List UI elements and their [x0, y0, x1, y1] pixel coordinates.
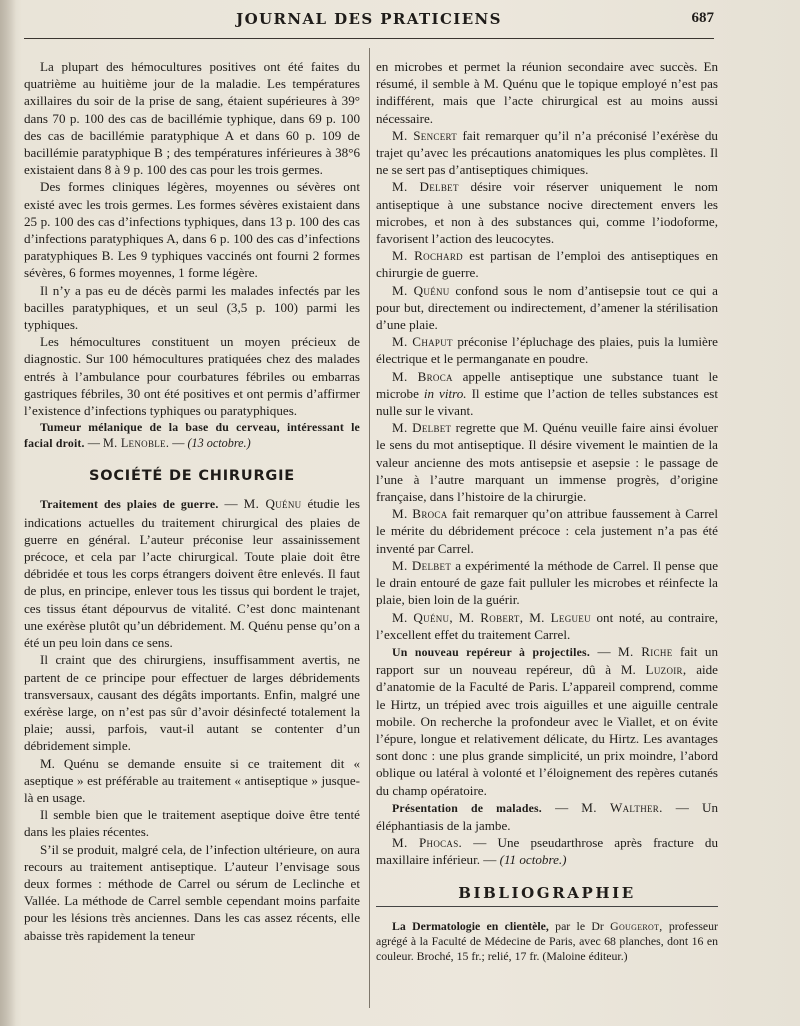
book-title: La Dermatologie en clientèle,	[392, 918, 549, 933]
discussion-entry	[376, 505, 718, 557]
discussion-entry	[376, 282, 718, 334]
communication-entry: Un nouveau repéreur à projectiles. — M. Riche fait un rapport sur un nouveau repéreur, dû à M. Luzoir, aide d’anatomie de la Faculté de Paris. L’appareil comprend, comme le Hirtz, un trépied avec trois aiguilles et une aiguille centrale mobile. On recherche la profondeur avec le Viallet, et on évite l’épure, longue et relativement délicate, du Hirtz. Les avantages sont donc : une plus grande simplicité, un prix moindre, l’abord oblique ou latéral à volonté et l’éloignement des repères cutanés du champ opératoire.	[376, 643, 718, 798]
paragraph-text: fait un rapport sur un nouveau repéreur, dû à M.	[376, 643, 718, 678]
author-name: M. Riche	[618, 643, 673, 659]
page-number: 687	[691, 10, 714, 26]
author-name: M. Walther.	[581, 799, 663, 815]
author-name: M. Delbet	[392, 557, 452, 573]
paragraph-text: appelle antiseptique une substance tuant le microbe	[376, 368, 718, 401]
author-name: M. Quénu	[243, 496, 302, 512]
paragraph: Des formes cliniques légères, moyennes ou sévères ont existé avec les trois germes. Les formes sévères existaient dans 25 p. 100 des cas d’infections typhiques, dans 13 p. 100 des cas d’infections paratyphiques A, dans 6 p. 100 des cas d’infections paratyphiques B. Les 9 typhiques vaccinés ont fourni 2 formes sévères, 6 formes moyennes, 1 forme légère.	[24, 179, 360, 281]
paragraph: en microbes et permet la réunion secondaire avec succès. En résumé, il semble à M. Quénu que le topique employé n’est pas indifférent, mais que l’acte chirurgical est au moins aussi nécessaire.	[376, 59, 718, 126]
paragraph-text: ont noté, au contraire, l’excellent effet du traitement Carrel.	[376, 609, 718, 642]
paragraph-text: étudie les indications actuelles du traitement chirurgical des plaies de guerre en général. L’auteur préconise leur assainissement précoce, et cela par l’acte chirurgical. Toute plaie doit être débridée et tous les corps étrangers doivent être enlevés. Il faut de plus, en principe, enlever tous les tissus qui bordent le trajet, ces tissus étant dépourvus de vitalité. C’est donc maintenant une exérèse plutôt qu’un débridement. M. Quénu pense qu’on a été un peu loin dans ce sens.	[24, 496, 361, 651]
bibliography-text: par le Dr	[555, 918, 604, 933]
author-names: M. Quénu, M. Robert, M. Legueu	[392, 609, 591, 625]
discussion-entry	[376, 419, 718, 505]
paragraph-text: Une pseudarthrose après fracture du maxillaire inférieur.	[376, 835, 718, 868]
author-name: M. Lenoble.	[102, 436, 170, 451]
communication-title: Tumeur mélanique de la base du cerveau, intéressant le facial droit.	[24, 420, 360, 451]
left-column	[24, 58, 360, 944]
paragraph-text: désire voir réserver uniquement le nom antiseptique à une substance nocive directement envers les microbes, et non à des substances qui, comme l’iodoforme, favorisent l’action des leucocytes.	[376, 179, 718, 247]
paragraph-text: fait remarquer qu’on attribue faussement à Carrel le mérite du débridement précoce : cela justement n’a pas été inventé par Carrel.	[376, 506, 718, 556]
paragraph: Il craint que des chirurgiens, insuffisamment avertis, ne partent de ce principe pour effectuer de larges débridements transversaux, causant des dégâts importants. Enfin, malgré une exérèse large, on n’est pas sûr d’avoir désinfecté totalement la plaie; aussi, parfois, vaut-il autant se contenter d’un débridement simple.	[24, 652, 360, 754]
author-name: Luzoir,	[645, 662, 687, 678]
paragraph-text: est partisan de l’emploi des antiseptiques en chirurgie de guerre.	[376, 248, 718, 281]
right-column	[376, 58, 718, 964]
author-name: M. Broca	[392, 506, 448, 522]
column-divider	[369, 48, 370, 1008]
book-author: Gougerot,	[610, 918, 663, 933]
paragraph-text: a expérimenté la méthode de Carrel. Il pense que le drain entouré de gaze fait pulluler les microbes et réinfecte la plaie, bien loin de la guérir.	[376, 557, 719, 608]
paragraph: Les hémocultures constituent un moyen précieux de diagnostic. Sur 100 hémocultures pratiquées chez des malades entrés à l’ambulance pour courbatures fébriles ou embarras gastriques fébriles, 30 ont été positives et ont permis d’affirmer l’existence d’infections typhiques ou paratyphiques.	[24, 334, 360, 419]
running-header	[24, 10, 714, 34]
author-name: M. Sencert	[392, 127, 458, 143]
author-name: M. Broca	[392, 368, 453, 384]
paragraph-text: aide d’anatomie de la Faculté de Paris. L’appareil comprend, comme le Hirtz, un trépied avec trois aiguilles et une aiguille centrale mobile. On recherche la profondeur avec le Viallet, et on évite l’épure, longue et relativement délicate, du Hirtz. Les avantages sont donc : une plus grande simplicité, un prix moindre, l’abord oblique ou latéral à volonté et l’éloignement des repères cutanés du champ opératoire.	[376, 662, 718, 798]
discussion-entry	[376, 557, 718, 609]
session-date: (13 octobre.)	[187, 436, 251, 451]
header-rule	[24, 38, 714, 39]
paragraph: Il semble bien que le traitement aseptique doive être tenté dans les plaies récentes.	[24, 807, 360, 840]
paragraph-text: fait remarquer qu’il n’a préconisé l’exérèse du trajet qu’avec les précautions anatomiques les plus complètes. Il ne se sert pas d’antiseptiques chimiques.	[376, 127, 718, 178]
communication-title: Un nouveau repéreur à projectiles.	[392, 644, 590, 659]
discussion-entry	[376, 368, 718, 420]
paragraph-text: préconise l’épluchage des plaies, puis la lumière électrique et le permanganate en poudre.	[376, 334, 718, 367]
bibliography-title: BIBLIOGRAPHIE	[458, 883, 636, 902]
discussion-entry	[376, 178, 718, 247]
paragraph: S’il se produit, malgré cela, de l’infection ultérieure, on aura recours au traitement antiseptique. L’auteur l’envisage sous deux formes : méthode de Carrel ou sérum de Leclinche et Vallée. La méthode de Carrel semble cependant moins parfaite pour les lésions très anciennes. Dans les cas assez récents, elle abaisse très rapidement la teneur	[24, 841, 360, 943]
discussion-entry	[376, 609, 718, 643]
paragraph: Il n’y a pas eu de décès parmi les malades infectés par les bacilles paratyphiques, et un seul (3,5 p. 100) parmi les typhiques.	[24, 282, 360, 333]
discussion-entry	[376, 247, 718, 281]
author-name: M. Quénu	[392, 282, 450, 298]
author-name: M. Phocas.	[392, 835, 463, 851]
paragraph-text: Un éléphantiasis de la jambe.	[376, 799, 718, 833]
author-name: M. Chaput	[392, 334, 453, 350]
paragraph-text: confond sous le nom d’antisepsie tout ce qui a pour but, directement ou indirectement, d’amener la stérilisation d’une plaie.	[376, 282, 718, 333]
author-name: M. Rochard	[392, 248, 463, 264]
author-name: M. Delbet	[392, 420, 452, 436]
paragraph-text: Il estime que l’action de telles substances est nulle sur le vivant.	[376, 385, 718, 419]
communication-entry: Traitement des plaies de guerre. — M. Quénu étudie les indications actuelles du traitement chirurgical des plaies de guerre en général. L’auteur préconise leur assainissement précoce, et cela par l’acte chirurgical. Toute plaie doit être débridée et tous les corps étrangers doivent être enlevés. Il faut de plus, en principe, enlever tous les tissus qui bordent le trajet, ces tissus étant dépourvus de vitalité. C’est donc maintenant une exérèse plutôt qu’un débridement. M. Quénu pense qu’on a été un peu loin dans ce sens.	[24, 496, 361, 651]
section-title: SOCIÉTÉ DE CHIRURGIE	[88, 468, 296, 485]
bibliography-text: professeur agrégé à la Faculté de Médecine de Paris, avec 68 planches, dont 16 en couleur. Broché, 15 fr.; relié, 17 fr. (Maloine éditeur.)	[376, 918, 718, 963]
binding-shadow	[0, 0, 16, 1026]
bibliography-rule	[376, 906, 718, 907]
paragraph: La plupart des hémocultures positives ont été faites du quatrième au huitième jour de la maladie. Les températures axillaires du soir de la prise de sang, étaient supérieures à 39° dans 70 p. 100 des cas de bacillémie typhique, dans 69 p. 100 des cas de bacillémie paratyphique A et dans 60 p. 109 de bacillémie paratyphique B ; des températures inférieures à 38°6 existaient dans 8 à 9 p. 100 des cas pour les trois germes.	[24, 59, 360, 178]
paragraph: M. Quénu se demande ensuite si ce traitement dit « aseptique » est préférable au traitement « antiseptique » jusque-là en usage.	[24, 755, 360, 805]
communication-entry: Tumeur mélanique de la base du cerveau, intéressant le facial droit. — M. Lenoble. — (13 octobre.)	[24, 420, 360, 451]
author-name: M. Delbet	[392, 179, 459, 195]
communication-entry: M. Phocas. — Une pseudarthrose après fracture du maxillaire inférieur. — (11 octobre.)	[376, 835, 718, 868]
paragraph-text: regrette que M. Quénu veuille faire ainsi évoluer le sens du mot antiseptique. Il désire vivement le maintien de la valeur ancienne des mots antisepsie et asepsie : le passage de l’une à l’autre marquant un immense progrès, d’origine française, dans l’histoire de la chirurgie.	[376, 420, 718, 505]
italic-term: in vitro.	[423, 385, 467, 401]
communication-entry: Présentation de malades. — M. Walther. — Un éléphantiasis de la jambe.	[376, 799, 718, 833]
discussion-entry	[376, 127, 718, 179]
journal-title: JOURNAL DES PRATICIENS	[236, 10, 502, 28]
communication-title: Traitement des plaies de guerre.	[40, 497, 219, 512]
session-date: (11 octobre.)	[499, 852, 567, 868]
bibliography-entry	[376, 919, 718, 964]
discussion-entry	[376, 333, 718, 367]
communication-title: Présentation de malades.	[392, 800, 542, 815]
